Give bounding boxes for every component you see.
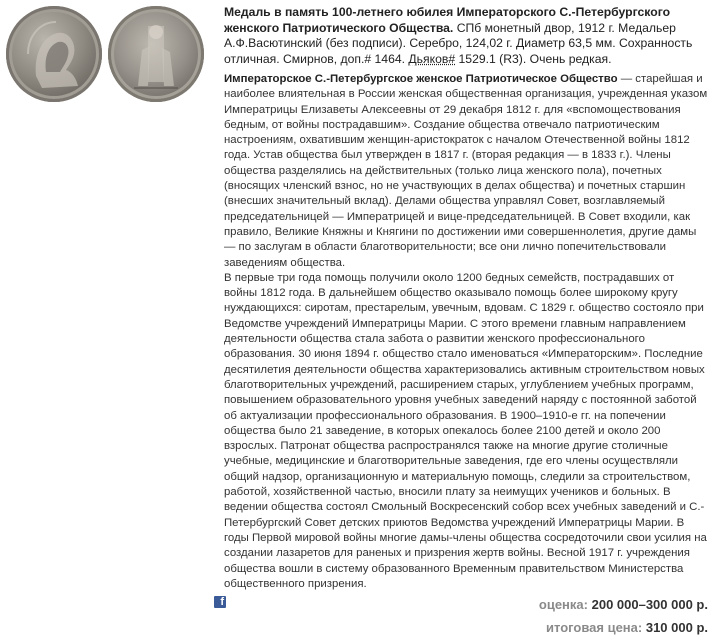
medal-reverse-image[interactable] [108,6,204,102]
lot-title-details: СПб монетный двор, 1912 г. Медальер А.Ф.Васютинский (без подписи). Серебро, 124,02 г. Диаметр 63,5 мм. Сохранность отличная. Смирнов, доп.# 1464. [224,20,693,66]
facebook-glyph: f [220,596,224,608]
final-price-label: итоговая цена: [546,620,643,635]
lot-image-thumbnail[interactable] [4,6,208,102]
lot-title-heading: Медаль в память 100-летнего юбилея Императорского С.-Петербургского женского Патриотического Общества. [224,5,671,35]
estimate-row [539,597,708,612]
medal-obverse-image[interactable] [6,6,102,102]
description-paragraph: В первые три года помощь получили около 1200 бедных семейств, пострадавших от войны 1812 года. В дальнейшем общество оказывало помощь более широкому кругу нуждающихся: сиротам, престарелым, увечным, вдовам. С 1829 г. общество состояло при Ведомстве учреждений Императрицы Марии. С этого времени главным направлением деятельности общества стала забота о развитии женского профессионального образования. 30 июня 1894 г. общество стало именоваться «Императорским». Последние десятилетия деятельности общества характеризовались активным строительством новых благотворительных учреждений, расширением старых, углублением учебных программ, повышением образовательного уровня учебных заведений наряду с постоянной заботой об актуализации профессионального образования. В 1900–1910-е гг. на попечении общества было 21 заведение, в которых опекалось более 2100 детей и около 200 взрослых. Патронат общества распространялся также на многие другие столичные учебные, медицинские и благотворительные заведения, где его члены осуществляли общий надзор, организационную и материальную помощь, следили за строительством, работой, хозяйственной частью, вносили плату за неимущих учеников и больных. В ведении общества состоял Смольный Воскресенский собор всех учебных заведений и С.-Петербургский Совет детских приютов Ведомства учреждений Императрицы Марии. В годы Первой мировой войны многие дамы-члены общества сосредоточили свои усилия на создании лазаретов для раненых и призрения жертв войны. Весной 1917 г. учреждения общества вошли в систему образованного Временным правительством Министерства общественного призрения. [224,271,707,590]
estimate-value: 200 000–300 000 р. [591,597,708,612]
paragraph1-text: — старейшая и наиболее влиятельная в России женская общественная организация, учрежденная указом Императрицы Елизаветы Алексеевны от 29 декабря 1812 г. для «вспомоществования бедным, от войны пострадавшим». Создание общества отвечало патриотическим настроениям, охватившим женщин-аристократок с началом Отечественной войны 1812 года. Устав общества был утвержден в 1817 г. (вторая редакция — в 1833 г.). Члены общества разделялись на действительных (только лица женского пола), почетных (вносящих членский взнос, но не участвующих в делах общества) и почетных старшин (внесших значительный вклад). Делами общества управлял Совет, возглавляемый председательницей — Императрицей и вице-председательницей. В Совет входили, как правило, Великие Княжны и Княгини по достижении ими совершеннолетия, другие дамы — по заслугам в области благотворительности; все они лично попечительствовали заведениям общества. [224,73,708,269]
estimate-label: оценка: [538,597,588,612]
reverse-relief-icon [108,6,204,102]
description-paragraph [224,72,710,271]
final-price-value: 310 000 р. [645,620,708,635]
lot-title [224,5,708,67]
lot-title-tail: 1529.1 (R3). Очень редкая. [455,51,612,66]
society-name: Императорское С.-Петербургское женское Патриотическое Общество [224,73,618,85]
facebook-icon[interactable] [214,596,226,608]
final-price-row [546,620,708,635]
lot-description [224,72,710,592]
obverse-relief-icon [6,6,102,102]
catalog-reference: Дьяков# [408,51,456,66]
